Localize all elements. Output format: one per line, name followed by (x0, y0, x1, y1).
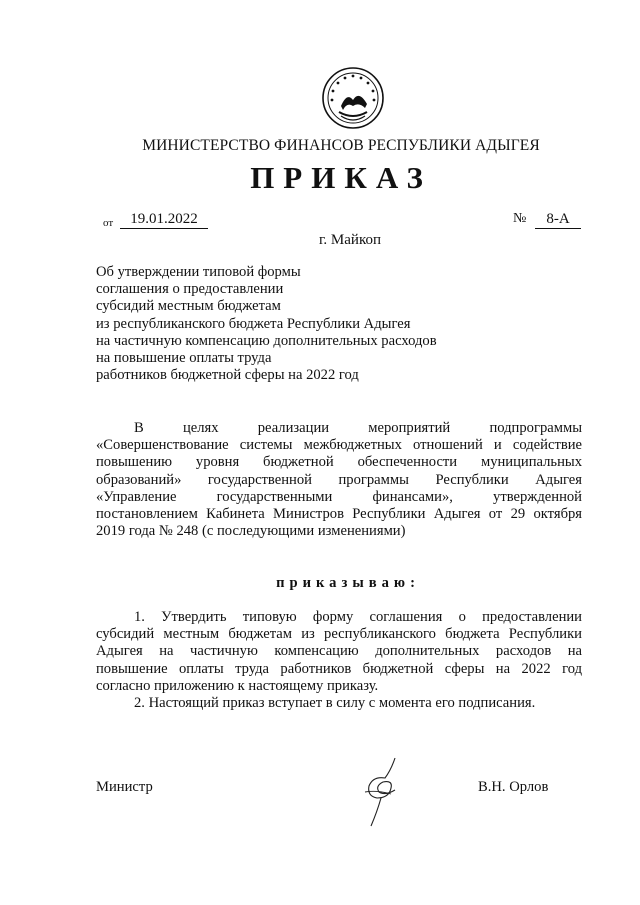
republic-adygea-coat-of-arms-icon (321, 66, 385, 130)
signatory-role: Министр (96, 779, 153, 795)
number-label: № (513, 211, 527, 226)
item-1-line: субсидий местным бюджетам из республиканского бюджета Республики (96, 626, 582, 643)
subject-line: из республиканского бюджета Республики Адыгея (96, 315, 411, 332)
preamble-line: образований» государственной программы Республики Адыгея (96, 471, 582, 488)
subject-line: Об утверждении типовой формы (96, 264, 301, 280)
preamble-line: постановлением Кабинета Министров Республики Адыгея от 29 октября (96, 505, 582, 522)
order-subject (96, 264, 437, 384)
order-items (96, 609, 582, 712)
subject-line: субсидий местным бюджетам (96, 298, 281, 315)
document-title: ПРИКАЗ (250, 160, 432, 195)
preamble-line: В целях реализации мероприятий подпрограммы (134, 420, 582, 436)
preamble-line: 2019 года № 248 (с последующими изменениями) (96, 523, 406, 540)
subject-line: на повышение оплаты труда (96, 350, 272, 367)
preamble-line: «Управление государственными финансами», утвержденной (96, 488, 582, 505)
ministry-name: МИНИСТЕРСТВО ФИНАНСОВ РЕСПУБЛИКИ АДЫГЕЯ (142, 137, 540, 154)
item-1-line: Адыгея на частичную компенсацию дополнительных расходов на (96, 643, 582, 660)
item-2: 2. Настоящий приказ вступает в силу с момента его подписания. (134, 694, 536, 711)
date-label: от (103, 217, 114, 229)
preamble-paragraph (96, 420, 582, 540)
number-value: 8-А (535, 210, 581, 229)
subject-line: на частичную компенсацию дополнительных расходов (96, 332, 437, 349)
item-1-line: 1. Утвердить типовую форму соглашения о предоставлении (134, 609, 582, 625)
item-1-line: повышение оплаты труда работников бюджетной сферы на 2022 год (96, 660, 582, 677)
subject-line: соглашения о предоставлении (96, 281, 284, 298)
order-word: приказываю: (276, 575, 420, 591)
item-1-line: согласно приложению к настоящему приказу. (96, 677, 379, 694)
city: г. Майкоп (318, 232, 382, 248)
preamble-line: «Совершенствование системы межбюджетных отношений и содействие (96, 437, 582, 454)
handwritten-signature-icon (355, 756, 411, 828)
preamble-line: повышению уровня бюджетной обеспеченности муниципальных (96, 454, 582, 471)
date-value: 19.01.2022 (120, 210, 208, 229)
subject-line: работников бюджетной сферы на 2022 год (96, 367, 359, 384)
signatory-name: В.Н. Орлов (478, 779, 549, 795)
